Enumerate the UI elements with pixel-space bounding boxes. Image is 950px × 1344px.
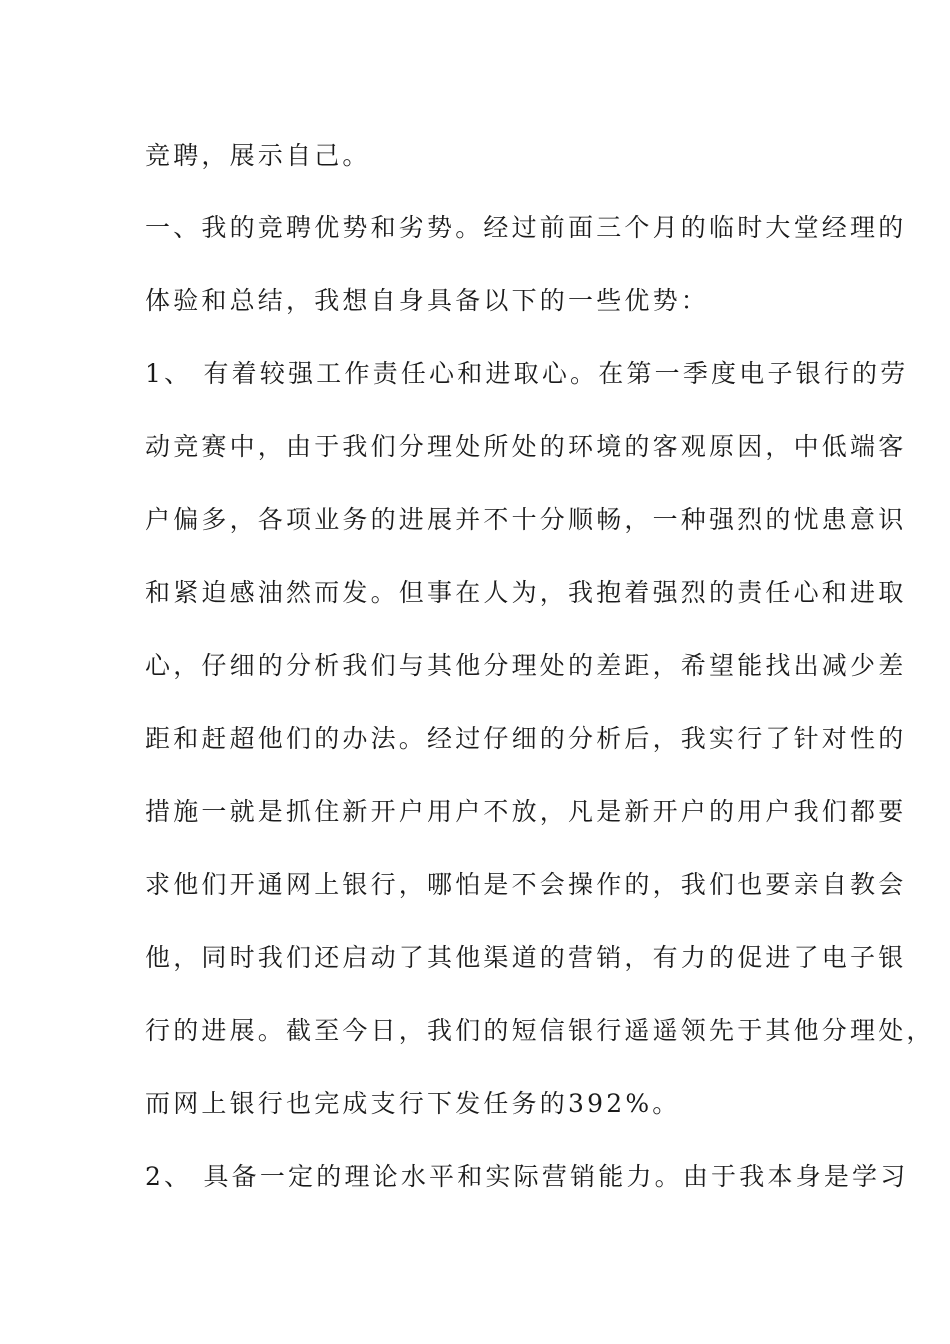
list-item-line: 1、 有着较强工作责任心和进取心。在第一季度电子银行的劳 bbox=[145, 359, 909, 388]
text-line: 求他们开通网上银行，哪怕是不会操作的，我们也要亲自教会 bbox=[145, 870, 907, 899]
text-line: 和紧迫感油然而发。但事在人为，我抱着强烈的责任心和进取 bbox=[145, 578, 907, 607]
text-line: 户偏多，各项业务的进展并不十分顺畅，一种强烈的忧患意识 bbox=[145, 505, 907, 534]
text-line: 行的进展。截至今日，我们的短信银行遥遥领先于其他分理处， bbox=[145, 1016, 935, 1045]
text-line: 心，仔细的分析我们与其他分理处的差距，希望能找出减少差 bbox=[145, 651, 907, 680]
text-line: 体验和总结，我想自身具备以下的一些优势： bbox=[145, 286, 710, 315]
text-line: 动竞赛中，由于我们分理处所处的环境的客观原因，中低端客 bbox=[145, 432, 907, 461]
text-line: 措施一就是抓住新开户用户不放，凡是新开户的用户我们都要 bbox=[145, 797, 907, 826]
list-item-line: 2、 具备一定的理论水平和实际营销能力。由于我本身是学习 bbox=[145, 1162, 909, 1191]
text-line: 竞聘，展示自己。 bbox=[145, 141, 371, 170]
text-line: 距和赶超他们的办法。经过仔细的分析后，我实行了针对性的 bbox=[145, 724, 907, 753]
section-heading-line: 一、我的竞聘优势和劣势。经过前面三个月的临时大堂经理的 bbox=[145, 213, 907, 242]
text-line: 而网上银行也完成支行下发任务的392%。 bbox=[145, 1089, 681, 1118]
text-line: 他，同时我们还启动了其他渠道的营销，有力的促进了电子银 bbox=[145, 943, 907, 972]
